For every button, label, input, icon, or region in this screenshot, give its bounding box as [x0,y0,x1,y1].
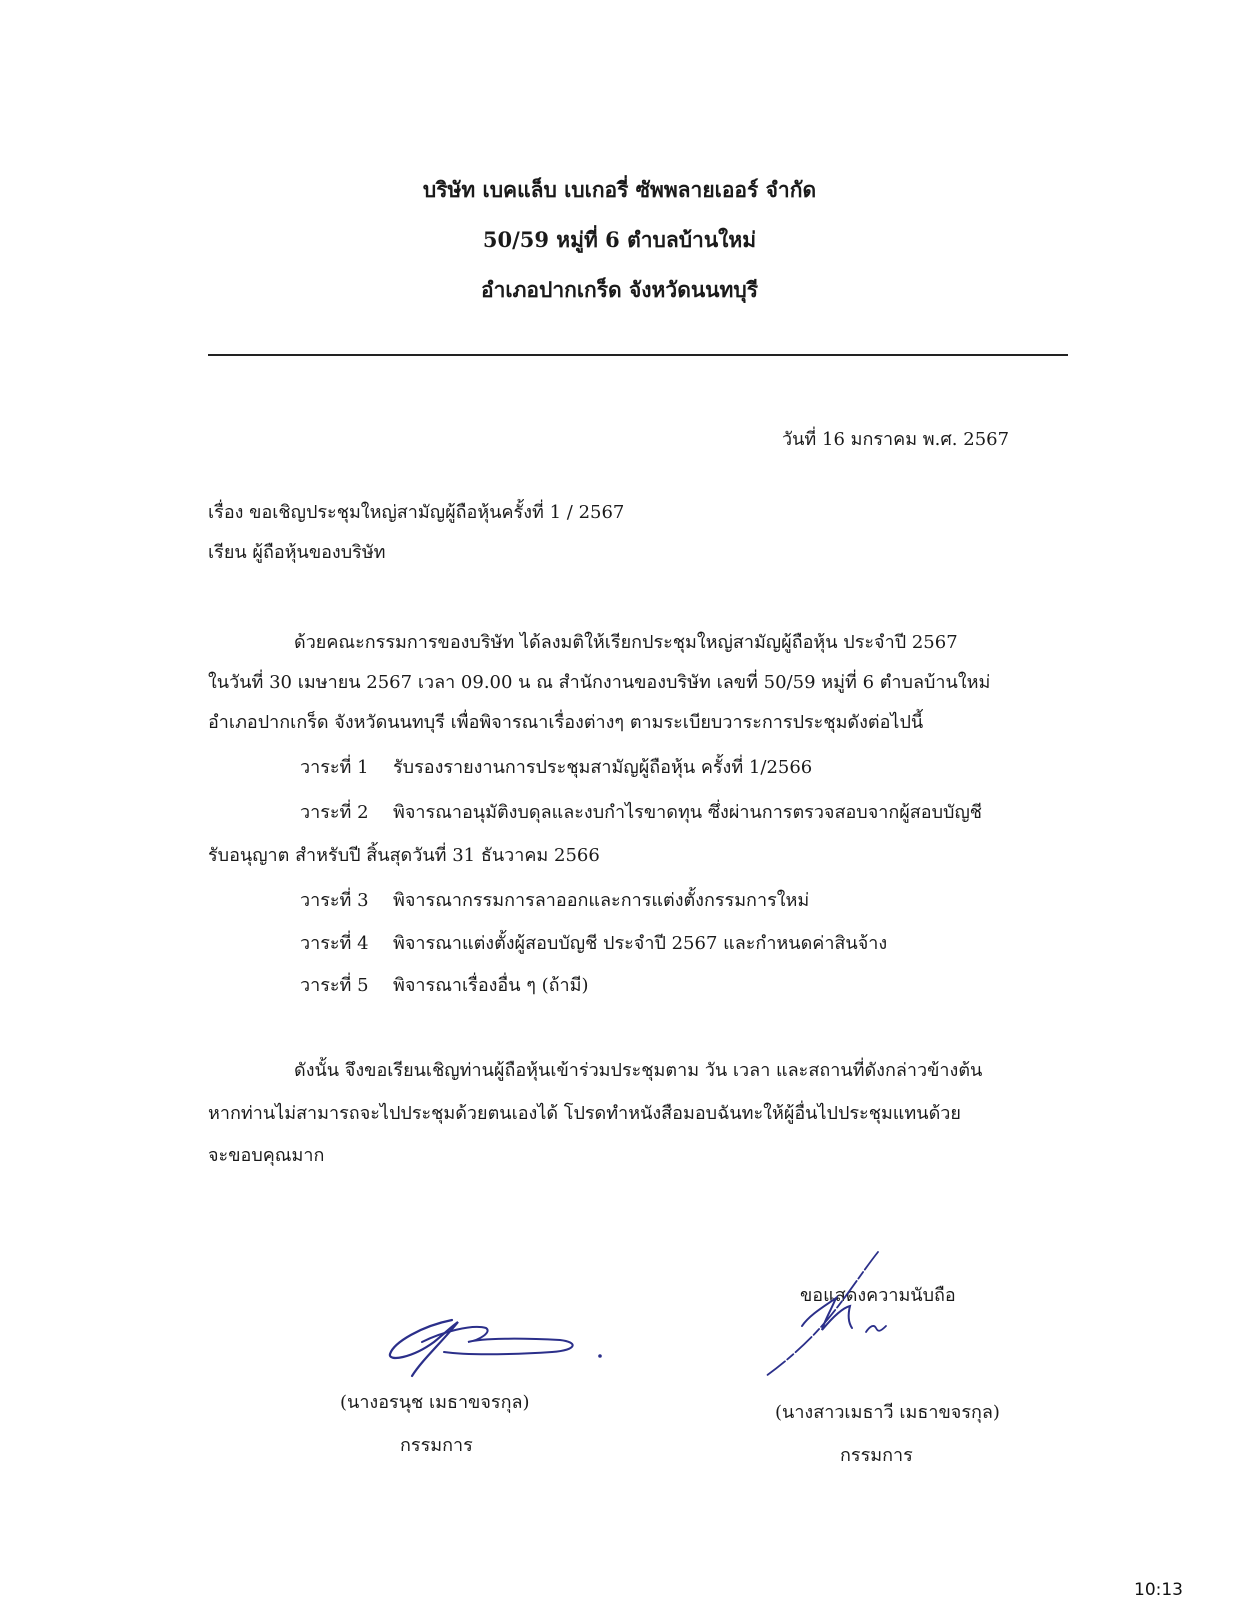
closing-line-3: จะขอบคุณมาก [208,1145,325,1166]
agenda-4-text: พิจารณาแต่งตั้งผู้สอบบัญชี ประจำปี 2567 และกำหนดค่าสินจ้าง [393,933,888,954]
signatory-left-title: กรรมการ [400,1435,473,1456]
body-line-3: อำเภอปากเกร็ด จังหวัดนนทบุรี เพื่อพิจารณาเรื่องต่างๆ ตามระเบียบวาระการประชุมดังต่อไปนี้ [208,712,924,733]
letter-recipient: เรียน ผู้ถือหุ้นของบริษัท [208,542,386,563]
agenda-3-text: พิจารณากรรมการลาออกและการแต่งตั้งกรรมการใหม่ [393,890,810,911]
company-address: 50/59 หมู่ที่ 6 ตำบลบ้านใหม่ [482,227,757,252]
agenda-2-number: วาระที่ 2 [300,802,369,823]
letter-subject: เรื่อง ขอเชิญประชุมใหญ่สามัญผู้ถือหุ้นครั้งที่ 1 / 2567 [208,502,625,523]
closing-line-2: หากท่านไม่สามารถจะไปประชุมด้วยตนเองได้ โปรดทำหนังสือมอบฉันทะให้ผู้อื่นไปประชุมแทนด้วย [208,1103,961,1124]
signatory-right-name: (นางสาวเมธาวี เมธาขจรกุล) [775,1402,1000,1423]
agenda-2-text: พิจารณาอนุมัติงบดุลและงบกำไรขาดทุน ซึ่งผ่านการตรวจสอบจากผู้สอบบัญชี [393,802,983,823]
agenda-5-text: พิจารณาเรื่องอื่น ๆ (ถ้ามี) [393,975,589,996]
body-line-2: ในวันที่ 30 เมษายน 2567 เวลา 09.00 น ณ สำนักงานของบริษัท เลขที่ 50/59 หมู่ที่ 6 ตำบลบ้านใหม่ [208,672,991,693]
closing-line-1: ดังนั้น จึงขอเรียนเชิญท่านผู้ถือหุ้นเข้าร่วมประชุมตาม วัน เวลา และสถานที่ดังกล่าวข้างต้น [294,1060,983,1081]
body-line-1: ด้วยคณะกรรมการของบริษัท ได้ลงมติให้เรียกประชุมใหญ่สามัญผู้ถือหุ้น ประจำปี 2567 [294,632,958,653]
agenda-1-text: รับรองรายงานการประชุมสามัญผู้ถือหุ้น ครั้งที่ 1/2566 [393,757,813,778]
signatory-left-name: (นางอรนุช เมธาขจรกุล) [340,1392,530,1413]
agenda-5-number: วาระที่ 5 [300,975,369,996]
agenda-3-number: วาระที่ 3 [300,890,369,911]
signature-right-image [758,1248,928,1378]
company-district: อำเภอปากเกร็ด จังหวัดนนทบุรี [481,277,758,302]
regards-text: ขอแสดงความนับถือ [800,1285,956,1306]
page-timestamp: 10:13 [1134,1580,1183,1600]
letter-date: วันที่ 16 มกราคม พ.ศ. 2567 [782,429,1010,450]
signature-left-image [382,1302,622,1382]
header-divider [208,354,1068,356]
agenda-1-number: วาระที่ 1 [300,757,369,778]
signatory-right-title: กรรมการ [840,1445,913,1466]
company-name: บริษัท เบคแล็บ เบเกอรี่ ซัพพลายเออร์ จำกัด [422,177,817,202]
agenda-4-number: วาระที่ 4 [300,933,369,954]
agenda-2-continuation: รับอนุญาต สำหรับปี สิ้นสุดวันที่ 31 ธันวาคม 2566 [208,845,600,866]
